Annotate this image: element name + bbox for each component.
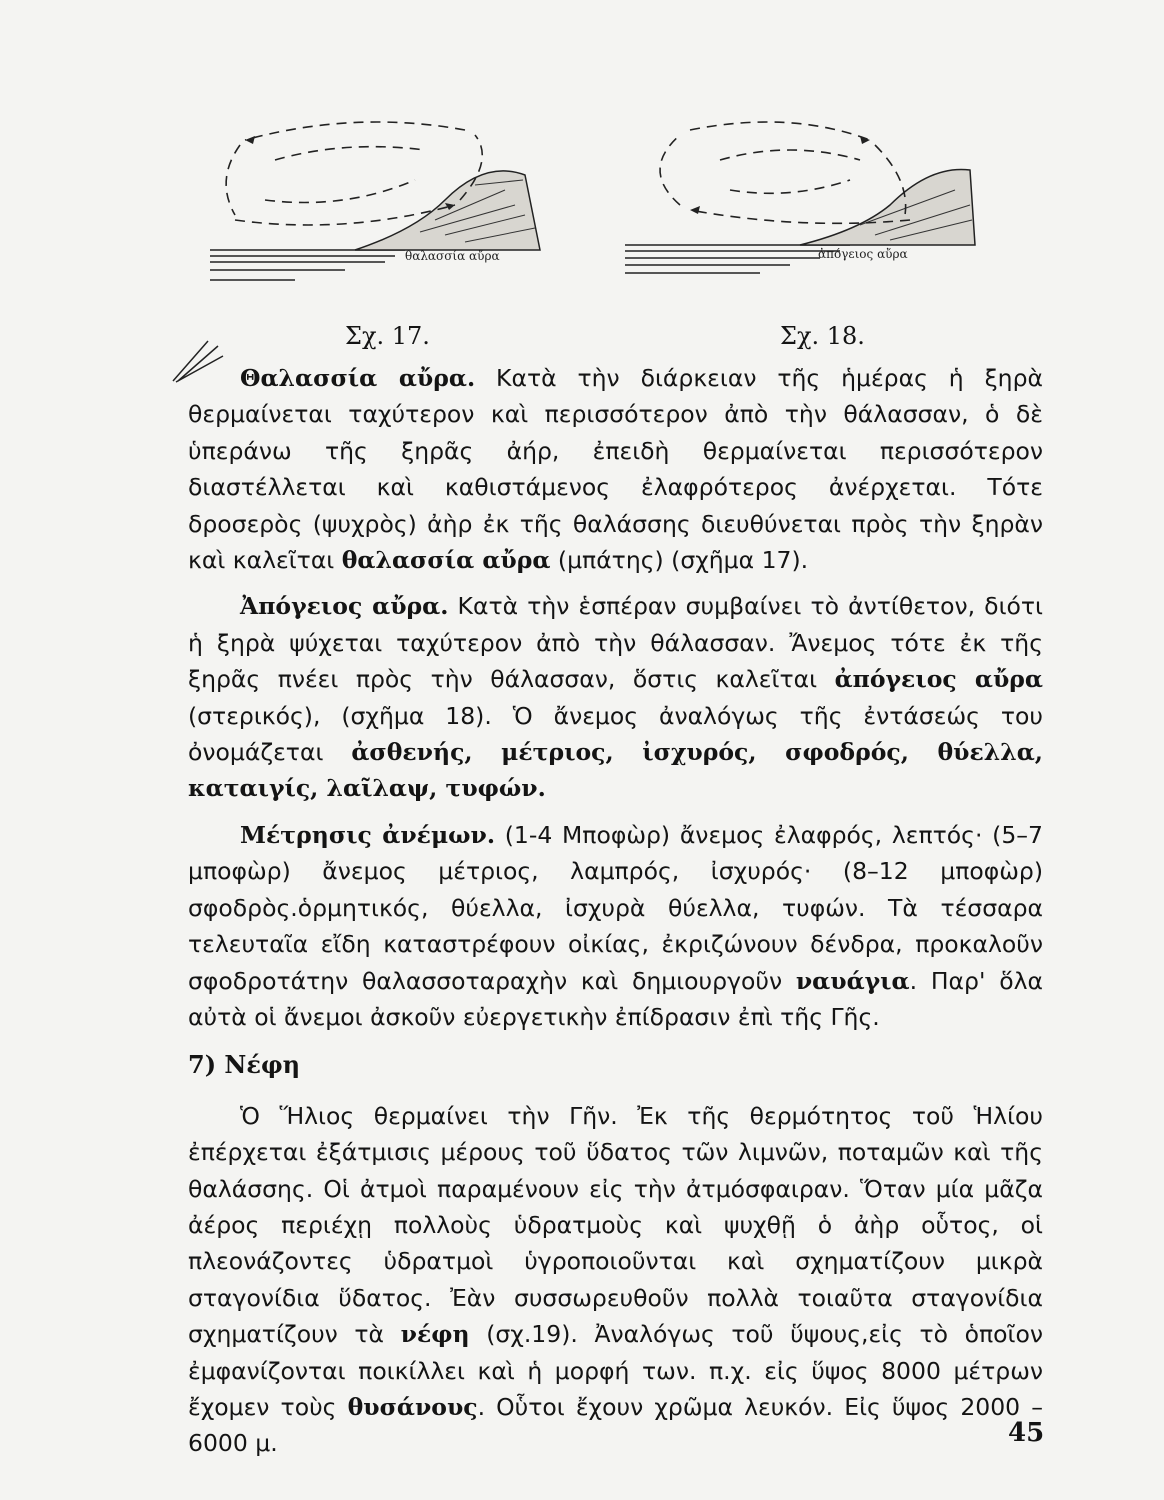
paragraph-text: (1-4 Μποφὼρ) ἄνεμος ἐλαφρός, λεπτός· (5–7 μποφὼρ) ἄνεμος μέτριος, λαμπρός, ἰσχυρός· (8–12 μποφὼρ) σφοδρὸς.ὁρμητικός, θύελλα, ἰσχυρὰ θύελλα, τυφών. Τὰ τέσσαρα τελευταῖα εἴδη καταστρέφουν οἰκίας, ἐκριζώνουν δένδρα, προκαλοῦν σφοδροτάτην θαλασσοταραχὴν καὶ δημιουργοῦν: [188, 820, 1043, 995]
paragraph-text: . Παρ' ὅλα αὐτὰ οἱ ἄνεμοι ἀσκοῦν εὐεργετικὴν ἐπίδρασιν ἐπὶ τῆς Γῆς.: [188, 966, 1043, 1031]
term-shipwrecks: ναυάγια: [795, 966, 910, 995]
figure-sea-breeze: [205, 110, 545, 290]
figure-18-caption: Σχ. 18.: [780, 322, 865, 350]
sea-breeze-label: θαλασσία αὔρα: [405, 249, 500, 263]
section-heading-clouds: 7) Νέφη: [188, 1050, 301, 1080]
paragraph-sea-breeze: [188, 360, 1043, 578]
paragraph-text: (σχ.19). Ἀναλόγως τοῦ ὕψους,εἰς τὸ ὁποῖον ἐμφανίζονται ποικίλλει καὶ ἡ μορφή των. π.χ. εἰς ὕψος 8000 μέτρων ἔχομεν τοὺς: [188, 1320, 1043, 1421]
paragraph-text: Κατὰ τὴν ἑσπέραν συμβαίνει τὸ ἀντίθετον, διότι ἡ ξηρὰ ψύχεται ταχύτερον ἀπὸ τὴν θάλασσαν. Ἄνεμος τότε ἐκ τῆς ξηρᾶς πνέει πρὸς τὴν θάλασσαν, ὅστις καλεῖται: [188, 592, 1043, 694]
figure-land-breeze: [620, 110, 980, 290]
paragraph-text: (στερικός), (σχῆμα 18). Ὁ ἄνεμος ἀναλόγως τῆς ἐντάσεώς του ὀνομάζεται: [188, 701, 1043, 767]
term-wind-names: ἀσθενής, μέτριος, ἰσχυρός, σφοδρός, θύελλα, καταιγίς, λαῖλαψ, τυφών.: [188, 738, 1043, 803]
term-sea-breeze: Θαλασσία αὔρα.: [240, 364, 476, 392]
sea-breeze-diagram: [205, 110, 545, 290]
term-cirrus: θυσάνους: [347, 1392, 478, 1421]
land-breeze-diagram: [620, 110, 980, 290]
body-text: [188, 360, 1043, 1472]
term-sea-breeze-inline: θαλασσία αὔρα: [341, 546, 551, 575]
paragraph-wind-measurement: [188, 817, 1043, 1035]
term-wind-measurement: Μέτρησις ἀνέμων.: [240, 820, 496, 849]
paragraph-clouds: [188, 1098, 1043, 1462]
figure-17-caption: Σχ. 17.: [345, 322, 430, 350]
paragraph-text: . Οὗτοι ἔχουν χρῶμα λευκόν. Εἰς ὕψος 2000 – 6000 μ.: [188, 1392, 1043, 1458]
term-land-breeze-inline: ἀπόγειος αὔρα: [834, 665, 1043, 694]
term-land-breeze: Ἀπόγειος αὔρα.: [240, 592, 449, 621]
paragraph-text: (μπάτης) (σχῆμα 17).: [550, 546, 809, 575]
page-number: 45: [1008, 1418, 1045, 1448]
paragraph-land-breeze: [188, 588, 1043, 806]
paragraph-text: Ὁ Ἥλιος θερμαίνει τὴν Γῆν. Ἐκ τῆς θερμότητος τοῦ Ἡλίου ἐπέρχεται ἐξάτμισις μέρους τοῦ ὕδατος τῶν λιμνῶν, ποταμῶν καὶ τῆς θαλάσσης. Οἱ ἀτμοὶ παραμένουν εἰς τὴν ἀτμόσφαιραν. Ὅταν μία μᾶζα ἀέρος περιέχῃ πολλοὺς ὑδρατμοὺς καὶ ψυχθῇ ὁ ἀὴρ οὗτος, οἱ πλεονάζοντες ὑδρατμοὶ ὑγροποιοῦνται καὶ σχηματίζουν μικρὰ σταγονίδια ὕδατος. Ἐὰν συσσωρευθοῦν πολλὰ τοιαῦτα σταγονίδια σχηματίζουν τὰ: [188, 1101, 1043, 1349]
term-clouds: νέφη: [400, 1320, 470, 1349]
paragraph-text: Κατὰ τὴν διάρκειαν τῆς ἡμέρας ἡ ξηρὰ θερμαίνεται ταχύτερον καὶ περισσότερον ἀπὸ τὴν θάλασσαν, ὁ δὲ ὑπεράνω τῆς ξηρᾶς ἀήρ, ἐπειδὴ θερμαίνεται περισσότερον διαστέλλεται καὶ καθιστάμενος ἐλαφρότερος ἀνέρχεται. Τότε δροσερὸς (ψυχρὸς) ἀὴρ ἐκ τῆς θαλάσσης διευθύνεται πρὸς τὴν ξηρὰν καὶ καλεῖται: [188, 364, 1043, 575]
land-breeze-label: ἀπόγειος αὔρα: [818, 247, 908, 261]
